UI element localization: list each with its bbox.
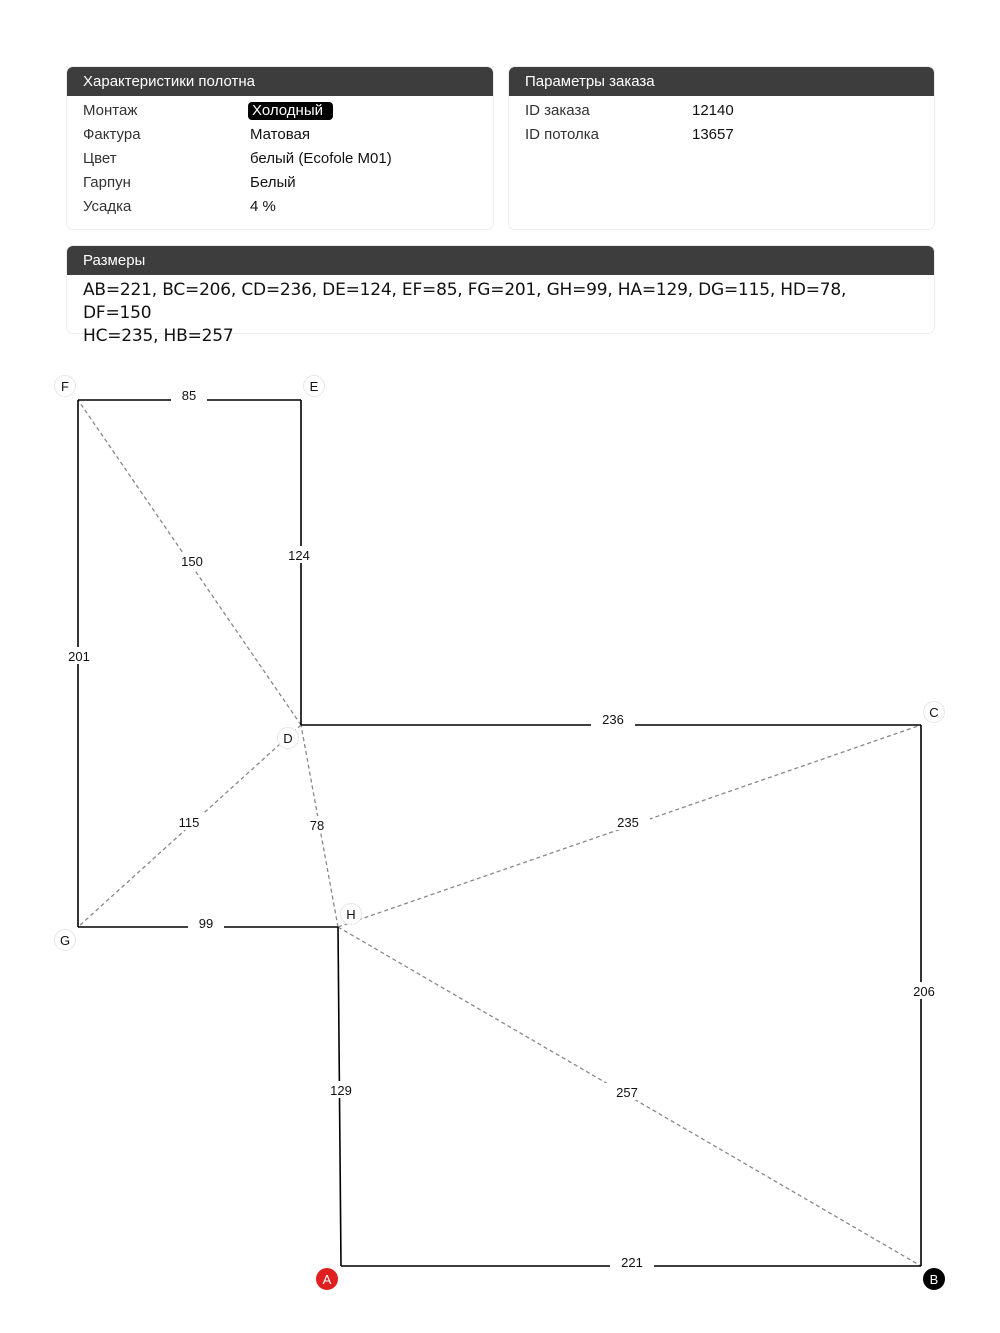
texture-value: Матовая xyxy=(250,126,310,143)
sizes-line-1: AB=221, BC=206, CD=236, DE=124, EF=85, FG=201, GH=99, HA=129, DG=115, HD=78, DF=150 xyxy=(83,280,847,323)
ceiling-id-label: ID потолка xyxy=(525,126,600,143)
diagonal-length-hb: 257 xyxy=(616,1085,638,1100)
side-length-fg: 201 xyxy=(68,649,90,664)
vertex-a-label: A xyxy=(322,1272,332,1287)
vertex-f-label: F xyxy=(61,379,69,394)
side-length-ha: 129 xyxy=(330,1083,352,1098)
side-length-de: 124 xyxy=(288,548,310,563)
vertex-g-label: G xyxy=(59,933,71,948)
color-label: Цвет xyxy=(83,150,117,167)
order-id-value: 12140 xyxy=(692,102,734,119)
order-parameters-header: Параметры заказа xyxy=(509,67,934,96)
vertex-d-label: D xyxy=(283,731,293,746)
vertex-c-label: C xyxy=(929,705,939,720)
side-length-ef: 85 xyxy=(181,388,197,403)
side-length-bc: 206 xyxy=(913,984,935,999)
shrinkage-label: Усадка xyxy=(83,198,132,215)
harpoon-value: Белый xyxy=(250,174,296,191)
side-length-cd: 236 xyxy=(602,712,624,727)
sizes-header: Размеры xyxy=(67,246,934,275)
vertex-h-label: H xyxy=(346,907,356,922)
side-length-gh: 99 xyxy=(198,916,214,931)
sizes-line-2: HC=235, HB=257 xyxy=(83,326,234,346)
diagonal-length-df: 150 xyxy=(181,554,203,569)
diagonal-length-hc: 235 xyxy=(617,815,639,830)
canvas-characteristics-header: Характеристики полотна xyxy=(67,67,493,96)
color-value: белый (Ecofole M01) xyxy=(250,150,392,167)
vertex-e-label: E xyxy=(309,379,319,394)
mount-label: Монтаж xyxy=(83,102,138,119)
side-length-ab: 221 xyxy=(621,1255,643,1270)
order-id-label: ID заказа xyxy=(525,102,590,119)
diagonal-length-dg: 115 xyxy=(178,815,200,830)
vertex-b-label: B xyxy=(929,1272,939,1287)
ceiling-id-value: 13657 xyxy=(692,126,734,143)
mount-value-badge: Холодный xyxy=(248,102,333,120)
texture-label: Фактура xyxy=(83,126,141,143)
harpoon-label: Гарпун xyxy=(83,174,131,191)
shrinkage-value: 4 % xyxy=(250,198,276,215)
diagonal-length-hd: 78 xyxy=(309,818,325,833)
